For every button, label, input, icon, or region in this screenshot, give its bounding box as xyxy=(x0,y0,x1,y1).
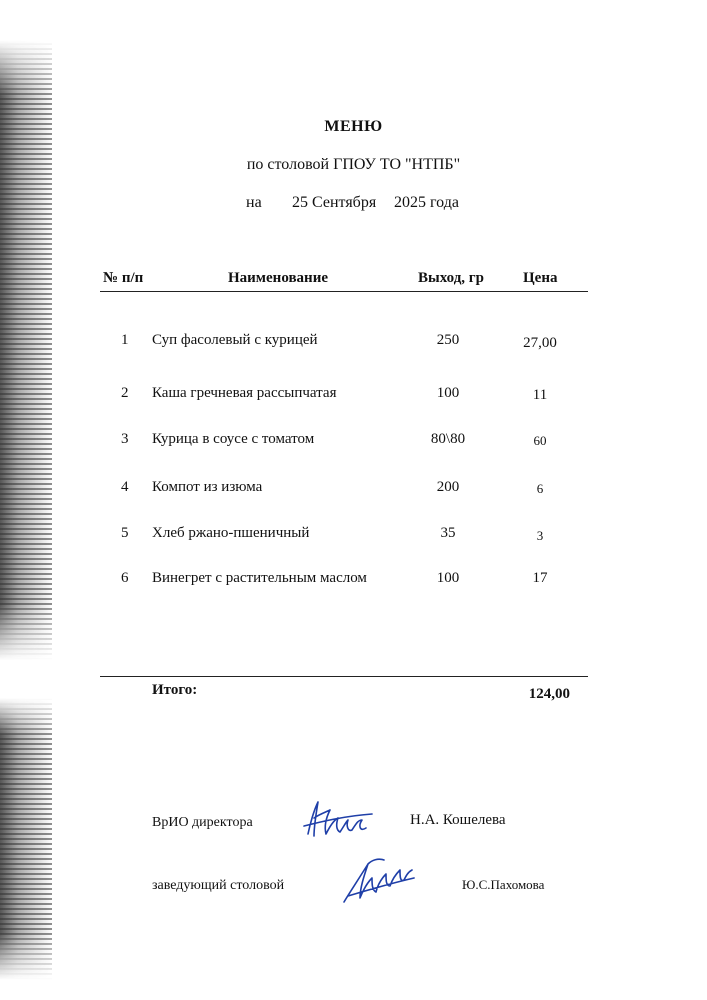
total-label: Итого: xyxy=(152,682,198,698)
menu-year: 2025 года xyxy=(394,194,459,211)
row-number: 5 xyxy=(121,525,129,541)
header-rule xyxy=(100,291,588,292)
canteen-name: Ю.С.Пахомова xyxy=(462,877,545,892)
canteen-role: заведующий столовой xyxy=(152,878,285,893)
dish-output: 100 xyxy=(436,570,460,586)
table-row xyxy=(0,525,707,549)
scan-edge-artifact xyxy=(0,40,52,980)
director-role: ВрИО директора xyxy=(152,815,253,830)
dish-name: Каша гречневая рассыпчатая xyxy=(152,385,337,401)
dish-price: 60 xyxy=(533,433,547,448)
column-header-num: № п/п xyxy=(103,270,144,286)
row-number: 6 xyxy=(121,570,129,586)
row-number: 3 xyxy=(121,431,129,447)
dish-name: Суп фасолевый с курицей xyxy=(152,332,318,348)
dish-name: Компот из изюма xyxy=(152,479,263,495)
dish-price: 3 xyxy=(536,528,544,543)
column-header-output: Выход, гр xyxy=(418,270,484,286)
dish-price: 11 xyxy=(532,387,548,403)
total-value: 124,00 xyxy=(528,686,570,702)
dish-price: 6 xyxy=(536,481,544,496)
total-rule xyxy=(100,676,588,677)
date-prefix: на xyxy=(246,194,262,211)
dish-price: 27,00 xyxy=(523,335,557,351)
dish-output: 35 xyxy=(440,525,456,541)
table-row xyxy=(0,332,707,356)
date-line xyxy=(246,194,459,212)
table-row xyxy=(0,431,707,455)
column-header-price: Цена xyxy=(523,270,558,286)
dish-name: Курица в соусе с томатом xyxy=(152,431,315,447)
director-name: Н.А. Кошелева xyxy=(410,812,506,828)
row-number: 4 xyxy=(121,479,129,495)
table-row xyxy=(0,570,707,594)
page-title: МЕНЮ xyxy=(324,118,383,135)
column-header-name: Наименование xyxy=(228,270,328,286)
canteen-signature-icon xyxy=(338,852,418,908)
table-row xyxy=(0,479,707,503)
dish-name: Хлеб ржано-пшеничный xyxy=(152,525,310,541)
dish-name: Винегрет с растительным маслом xyxy=(152,570,367,586)
dish-output: 250 xyxy=(436,332,460,348)
dish-output: 200 xyxy=(436,479,460,495)
menu-date: 25 Сентября xyxy=(292,194,377,211)
page-subtitle: по столовой ГПОУ ТО "НТПБ" xyxy=(246,156,461,173)
dish-output: 100 xyxy=(436,385,460,401)
table-row xyxy=(0,385,707,409)
dish-price: 17 xyxy=(532,570,548,586)
director-signature-icon xyxy=(300,796,380,844)
dish-output: 80\80 xyxy=(430,431,466,447)
row-number: 2 xyxy=(121,385,129,401)
row-number: 1 xyxy=(121,332,129,348)
